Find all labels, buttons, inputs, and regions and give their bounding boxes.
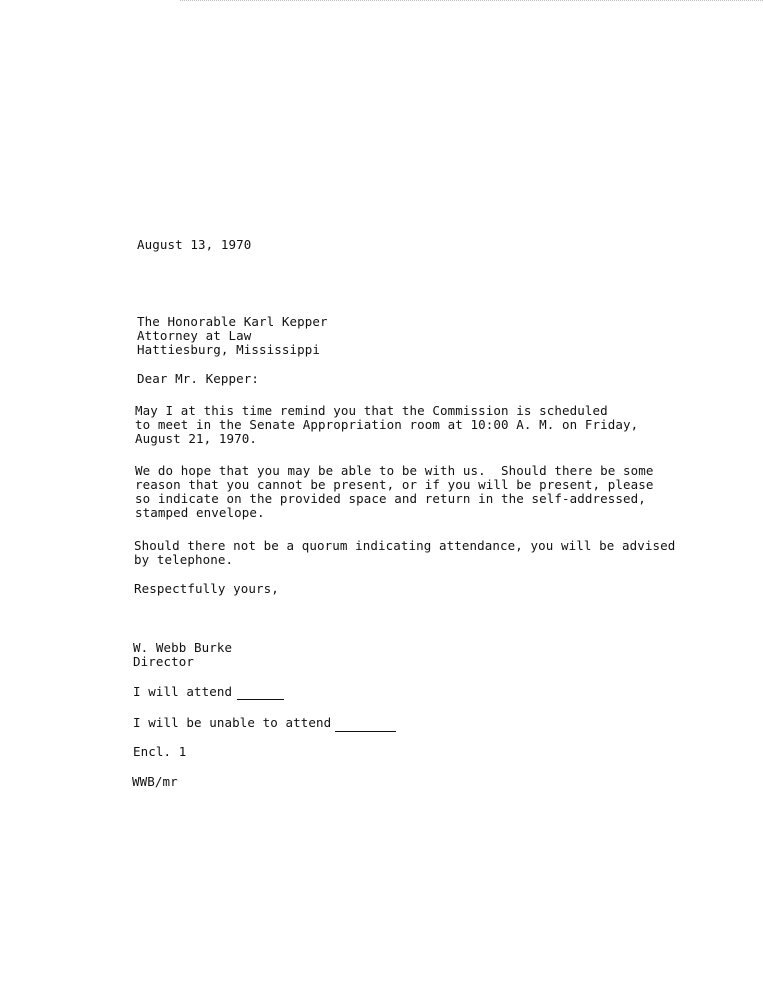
paragraph1-line1: May I at this time remind you that the Commission is scheduled: [135, 403, 608, 418]
closing: Respectfully yours,: [134, 581, 279, 596]
attend-blank: [237, 699, 284, 700]
recipient-city: Hattiesburg, Mississippi: [137, 342, 321, 357]
paragraph2-line1: We do hope that you may be able to be with us. Should there be some: [135, 463, 654, 478]
recipient-title: Attorney at Law: [137, 328, 252, 343]
signer-title: Director: [133, 654, 195, 669]
unable-blank: [335, 731, 396, 732]
recipient-name: The Honorable Karl Kepper: [137, 314, 328, 329]
paragraph2-line3: so indicate on the provided space and return in the self-addressed,: [135, 491, 646, 506]
attend-label: I will attend: [133, 684, 233, 699]
unable-label: I will be unable to attend: [133, 715, 332, 730]
reference-initials: WWB/mr: [132, 774, 178, 789]
paragraph1-line3: August 21, 1970.: [135, 431, 258, 446]
top-border-dots: [180, 0, 763, 1]
enclosure-note: Encl. 1: [133, 744, 187, 759]
letter-date: August 13, 1970: [137, 237, 252, 252]
paragraph1-line2: to meet in the Senate Appropriation room at 10:00 A. M. on Friday,: [135, 417, 639, 432]
paragraph2-line2: reason that you cannot be present, or if you will be present, please: [135, 477, 654, 492]
paragraph3-line1: Should there not be a quorum indicating attendance, you will be advised: [134, 538, 676, 553]
paragraph2-line4: stamped envelope.: [135, 505, 265, 520]
paragraph3-line2: by telephone.: [134, 552, 234, 567]
signer-name: W. Webb Burke: [133, 640, 233, 655]
salutation: Dear Mr. Kepper:: [137, 371, 260, 386]
